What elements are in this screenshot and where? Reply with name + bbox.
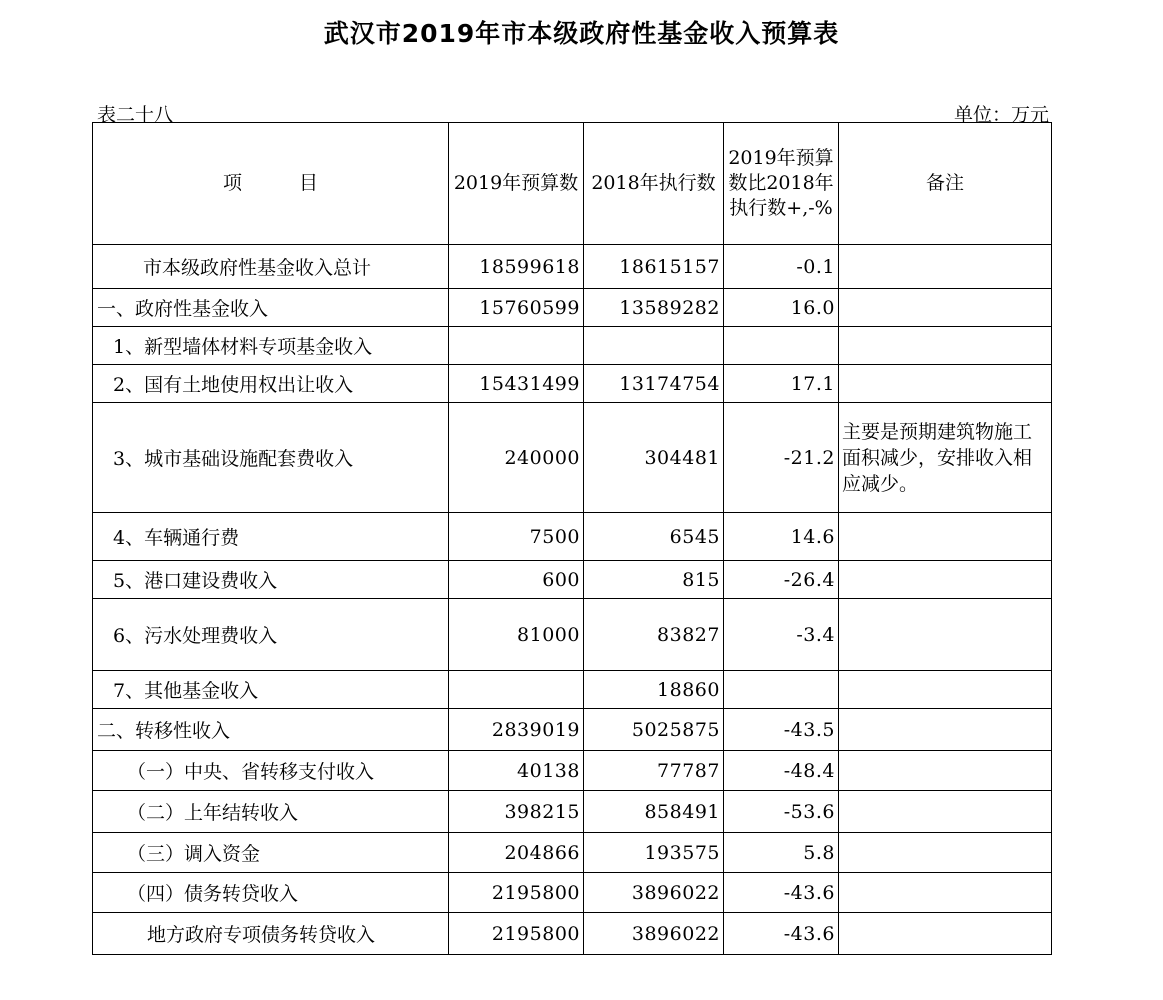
table-row — [93, 289, 1052, 327]
header-row — [93, 123, 1052, 245]
row-note — [839, 709, 1052, 751]
row-item: 一、政府性基金收入 — [93, 289, 449, 327]
row-change: 16.0 — [724, 289, 839, 327]
row-item: 2、国有土地使用权出让收入 — [93, 365, 449, 403]
row-note — [839, 365, 1052, 403]
row-exec-2018: 858491 — [584, 791, 724, 833]
row-budget-2019: 240000 — [449, 403, 584, 513]
row-item: （一）中央、省转移支付收入 — [93, 751, 449, 791]
row-item: 市本级政府性基金收入总计 — [93, 245, 449, 289]
header-budget-2019: 2019年预算数 — [449, 123, 584, 245]
row-item: （四）债务转贷收入 — [93, 873, 449, 913]
row-exec-2018: 83827 — [584, 599, 724, 671]
row-item: 地方政府专项债务转贷收入 — [93, 913, 449, 955]
table-row — [93, 873, 1052, 913]
table-row — [93, 671, 1052, 709]
table-row — [93, 327, 1052, 365]
row-item: 二、转移性收入 — [93, 709, 449, 751]
row-change: -43.6 — [724, 913, 839, 955]
row-exec-2018: 13174754 — [584, 365, 724, 403]
table-number: 表二十八 — [97, 104, 174, 126]
row-item: 3、城市基础设施配套费收入 — [93, 403, 449, 513]
row-exec-2018: 304481 — [584, 403, 724, 513]
row-change — [724, 671, 839, 709]
table-row — [93, 709, 1052, 751]
table-row — [93, 599, 1052, 671]
table-row — [93, 403, 1052, 513]
row-note — [839, 561, 1052, 599]
row-note — [839, 327, 1052, 365]
row-budget-2019: 2839019 — [449, 709, 584, 751]
row-note — [839, 245, 1052, 289]
row-item: 5、港口建设费收入 — [93, 561, 449, 599]
row-change: -3.4 — [724, 599, 839, 671]
budget-table — [92, 122, 1052, 955]
row-change: 5.8 — [724, 833, 839, 873]
table-row — [93, 365, 1052, 403]
header-change: 2019年预算数比2018年执行数+,-% — [724, 123, 839, 245]
row-exec-2018: 815 — [584, 561, 724, 599]
row-exec-2018: 3896022 — [584, 913, 724, 955]
row-note: 主要是预期建筑物施工面积减少，安排收入相应减少。 — [839, 403, 1052, 513]
row-change: -21.2 — [724, 403, 839, 513]
row-budget-2019 — [449, 327, 584, 365]
row-change: -26.4 — [724, 561, 839, 599]
header-item: 项 目 — [93, 123, 449, 245]
row-change: -43.6 — [724, 873, 839, 913]
row-item: 1、新型墙体材料专项基金收入 — [93, 327, 449, 365]
table-row — [93, 751, 1052, 791]
row-item: （三）调入资金 — [93, 833, 449, 873]
row-exec-2018 — [584, 327, 724, 365]
row-budget-2019: 600 — [449, 561, 584, 599]
table-row — [93, 513, 1052, 561]
row-exec-2018: 13589282 — [584, 289, 724, 327]
table-row — [93, 913, 1052, 955]
header-note: 备注 — [839, 123, 1052, 245]
row-change: -0.1 — [724, 245, 839, 289]
row-budget-2019: 81000 — [449, 599, 584, 671]
row-note — [839, 289, 1052, 327]
row-item: 6、污水处理费收入 — [93, 599, 449, 671]
row-note — [839, 873, 1052, 913]
row-budget-2019: 18599618 — [449, 245, 584, 289]
row-budget-2019: 2195800 — [449, 913, 584, 955]
row-exec-2018: 6545 — [584, 513, 724, 561]
row-change: 17.1 — [724, 365, 839, 403]
row-budget-2019: 204866 — [449, 833, 584, 873]
row-note — [839, 513, 1052, 561]
row-budget-2019: 40138 — [449, 751, 584, 791]
row-budget-2019: 15431499 — [449, 365, 584, 403]
row-budget-2019 — [449, 671, 584, 709]
row-note — [839, 791, 1052, 833]
row-note — [839, 751, 1052, 791]
row-item: 7、其他基金收入 — [93, 671, 449, 709]
row-note — [839, 913, 1052, 955]
row-budget-2019: 2195800 — [449, 873, 584, 913]
row-exec-2018: 18615157 — [584, 245, 724, 289]
header-exec-2018: 2018年执行数 — [584, 123, 724, 245]
row-change: 14.6 — [724, 513, 839, 561]
row-budget-2019: 398215 — [449, 791, 584, 833]
row-item: （二）上年结转收入 — [93, 791, 449, 833]
row-note — [839, 671, 1052, 709]
table-row — [93, 245, 1052, 289]
row-item: 4、车辆通行费 — [93, 513, 449, 561]
row-budget-2019: 15760599 — [449, 289, 584, 327]
row-note — [839, 833, 1052, 873]
row-exec-2018: 3896022 — [584, 873, 724, 913]
row-change: -53.6 — [724, 791, 839, 833]
row-exec-2018: 18860 — [584, 671, 724, 709]
row-change: -43.5 — [724, 709, 839, 751]
row-exec-2018: 193575 — [584, 833, 724, 873]
row-exec-2018: 77787 — [584, 751, 724, 791]
table-row — [93, 791, 1052, 833]
row-exec-2018: 5025875 — [584, 709, 724, 751]
row-note — [839, 599, 1052, 671]
row-budget-2019: 7500 — [449, 513, 584, 561]
table-row — [93, 833, 1052, 873]
row-change: -48.4 — [724, 751, 839, 791]
row-change — [724, 327, 839, 365]
table-row — [93, 561, 1052, 599]
unit-label: 单位：万元 — [953, 104, 1049, 126]
page-title: 武汉市2019年市本级政府性基金收入预算表 — [323, 19, 840, 48]
